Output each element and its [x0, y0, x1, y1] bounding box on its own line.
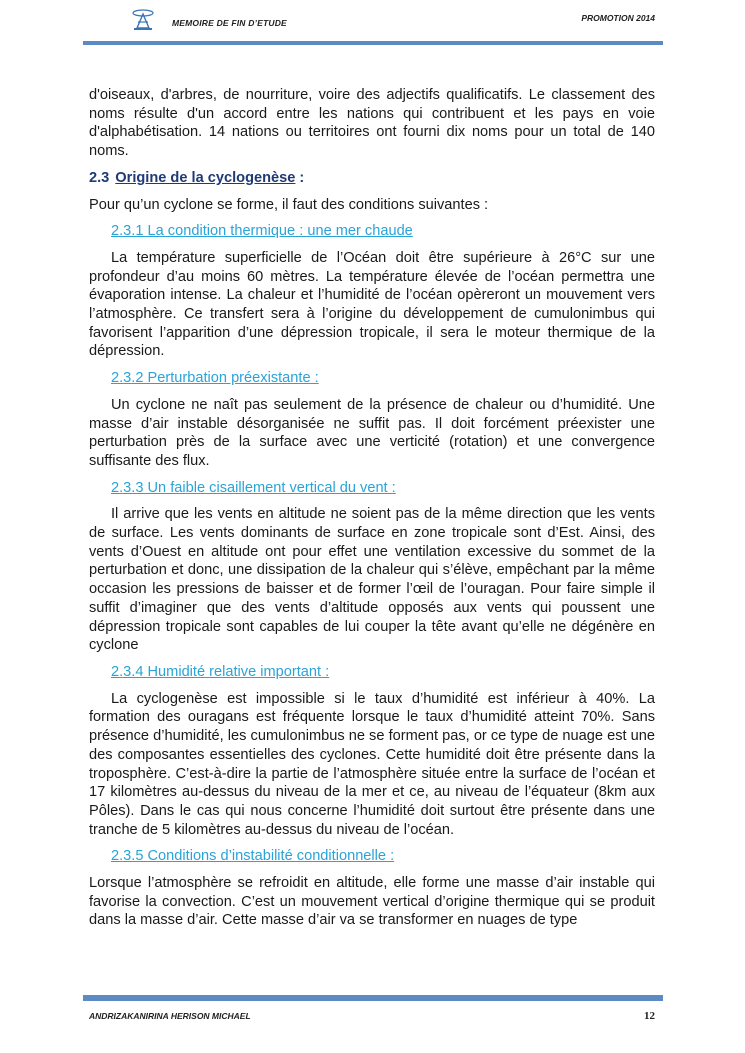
subsection-paragraph: Lorsque l’atmosphère se refroidit en altitude, elle forme une masse d’air instable qui favorise la convection. C’est un mouvement vertical d’origine thermique qui se produit dans la masse d’air. Cette masse d’air va se transformer en nuages de type [89, 875, 655, 929]
section-heading [89, 169, 655, 188]
promotion-label: PROMOTION 2014 [581, 13, 655, 23]
subsection-heading: 2.3.1 La condition thermique : une mer chaude [111, 223, 413, 240]
intro-paragraph: d'oiseaux, d'arbres, de nourriture, voire des adjectifs qualificatifs. Le classement des noms résulte d'un accord entre les nations qui contribuent et les pays en voie d'alphabétisation. 14 nations ou territoires ont fourni dix noms pour un total de 140 noms. [89, 87, 655, 160]
subsection-heading: 2.3.3 Un faible cisaillement vertical du vent : [111, 479, 396, 496]
subsection-paragraph: La température superficielle de l’Océan doit être supérieure à 26°C sur une profondeur d’au moins 60 mètres. La température élevée de l’océan permettra une évaporation intense. La chaleur et l’humidité de l’océan opèreront un mouvement vers l’atmosphère. Ce transfert sera à l’origine du développement de cumulonimbus qui favorisent l’apparition d’une dépression tropicale, il sera le moteur thermique de la dépression. [89, 249, 655, 360]
document-title: MEMOIRE DE FIN D’ETUDE [172, 18, 287, 28]
section-colon: : [299, 169, 305, 186]
footer-author: ANDRIZAKANIRINA HERISON MICHAEL [89, 1011, 251, 1021]
institution-logo [129, 8, 157, 32]
subsection-heading: 2.3.5 Conditions d’instabilité conditionnelle : [111, 848, 395, 865]
section-lead: Pour qu’un cyclone se forme, il faut des conditions suivantes : [89, 196, 489, 213]
subsection-paragraph: Il arrive que les vents en altitude ne soient pas de la même direction que les vents de surface. Les vents dominants de surface en zone tropicale sont d’Est. Ainsi, des vents d’Ouest en altitude ont pour effet une ventilation excessive du sommet de la perturbation et donc, une dissipation de la chaleur qui s’élève, empêchant par la même occasion les pressions de baisser et de former l’œil de l’ouragan. Pour faire simple il suffit d’imaginer que des vents d’altitude opposés aux vents qui poussent une dépression tropicale sont capables de lui couper la tête avant qu’elle ne dégénère en cyclone [89, 506, 655, 654]
subsection-heading: 2.3.4 Humidité relative important : [111, 663, 330, 680]
subsection-heading: 2.3.2 Perturbation préexistante : [111, 370, 319, 387]
page-number: 12 [644, 1010, 655, 1022]
header-divider [83, 41, 663, 45]
section-title: Origine de la cyclogenèse [115, 169, 296, 186]
page-header [0, 0, 745, 50]
page-content [89, 86, 655, 937]
footer-divider [83, 995, 663, 1001]
subsection-paragraph: La cyclogenèse est impossible si le taux d’humidité est inférieur à 40%. La formation des ouragans est fréquente lorsque le taux d’humidité atteint 70%. Sans présence d’humidité, les cumulonimbus ne se forment pas, or ce type de nuage est une des composantes essentielles des cyclones. Cette humidité doit être présente dans la troposphère. C’est-à-dire la partie de l’atmosphère située entre la surface de l’océan et 17 kilomètres au-dessus du niveau de la mer et ce, au niveau de l’équateur (8km aux Pôles). Dans le cas qui nous concerne l’humidité doit surtout être présente dans une tranche de 5 kilomètres au-dessus du niveau de l’océan. [89, 690, 655, 838]
section-number: 2.3 [89, 169, 110, 186]
subsection-paragraph: Un cyclone ne naît pas seulement de la présence de chaleur ou d’humidité. Une masse d’air instable désorganisée ne suffit pas. Il doit forcément préexister une perturbation près de la surface avec une verticité (rotation) et une convergence suffisante des flux. [89, 396, 655, 469]
